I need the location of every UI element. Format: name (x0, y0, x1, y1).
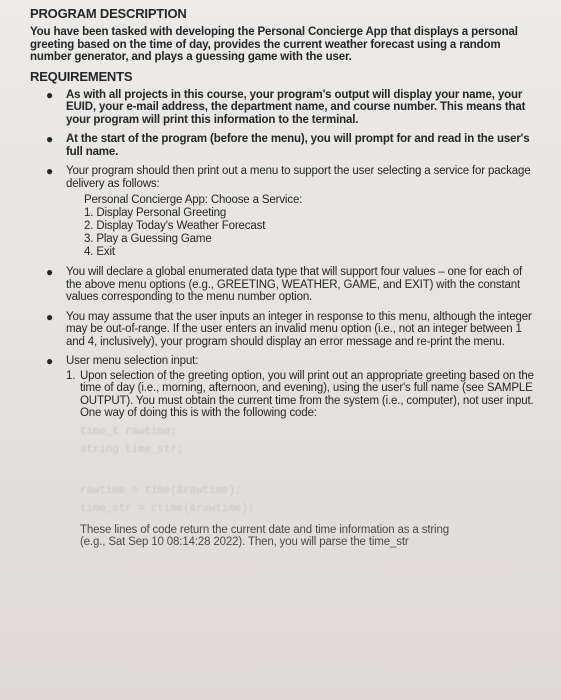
code-line: time_str = ctime(&rawtime); (80, 503, 255, 515)
sub-item-number: 1. (66, 369, 76, 382)
requirement-item (30, 266, 539, 304)
bullet-icon: ● (46, 87, 54, 102)
requirement-text: You will declare a global enumerated data type that will support four values – one for each of the above menu options (e.g., GREETING, WEATHER, GAME, and EXIT) with the constant values corresponding to the menu number option. (66, 266, 522, 303)
requirements-heading: REQUIREMENTS (30, 68, 133, 84)
menu-options (84, 207, 539, 259)
bullet-icon: ● (46, 309, 54, 324)
menu-option: 2. Display Today's Weather Forecast (84, 220, 266, 232)
requirements-list (30, 89, 539, 549)
requirement-item (30, 89, 539, 127)
menu-option: 3. Play a Guessing Game (84, 233, 212, 245)
code-line: time_t rawtime; (80, 425, 177, 438)
after-code-text: (e.g., Sat Sep 10 08:14:28 2022). Then, you will parse the time_str (80, 536, 409, 548)
menu-option: 1. Display Personal Greeting (84, 207, 227, 219)
requirement-text: You may assume that the user inputs an integer in response to this menu, although the integer may be out-of-range. If the user enters an invalid menu option (i.e., not an integer between 1 and 4, inclusively), your program should display an error message and re-print the menu. (66, 310, 532, 348)
requirement-item (30, 133, 539, 158)
requirement-item (30, 311, 539, 349)
sub-list (66, 370, 539, 549)
code-line: rawtime = time(&rawtime); (80, 484, 242, 497)
code-line: string time_str; (80, 444, 184, 456)
menu-title: Personal Concierge App: Choose a Service: (84, 194, 303, 206)
sub-item-text: Upon selection of the greeting option, you will print out an appropriate greeting based on the time of day (i.e., morning, afternoon, and evening), using the user's full name (see SAMPLE OUTPUT). You must obtain the current time from the system (i.e., computer), not user input. One way of doing this is with the following code: (80, 369, 534, 419)
bullet-icon: ● (46, 132, 54, 146)
after-code-text: These lines of code return the current date and time information as a string (80, 523, 449, 536)
bullet-icon: ● (46, 164, 54, 178)
requirement-item (30, 165, 539, 259)
requirement-text: As with all projects in this course, your program's output will display your name, your EUID, your e-mail address, the department name, and course number. This means that your program will print this information to the terminal. (66, 88, 526, 126)
requirement-text: Your program should then print out a menu to support the user selecting a service for package delivery as follows: (66, 165, 531, 190)
sub-item (66, 370, 539, 549)
requirement-text: At the start of the program (before the menu), you will prompt for and read in the user's full name. (66, 133, 530, 158)
menu-example (84, 194, 539, 259)
bullet-icon: ● (46, 265, 54, 279)
bullet-icon: ● (46, 354, 54, 368)
menu-option: 4. Exit (84, 246, 115, 258)
requirement-item (30, 355, 539, 549)
program-description-text: You have been tasked with developing the Personal Concierge App that displays a personal greeting based on the time of day, provides the current weather forecast using a random number generator, and plays a guessing game with the user. (30, 26, 518, 63)
requirement-text: User menu selection input: (66, 355, 199, 367)
program-description-heading: PROGRAM DESCRIPTION (30, 6, 187, 21)
